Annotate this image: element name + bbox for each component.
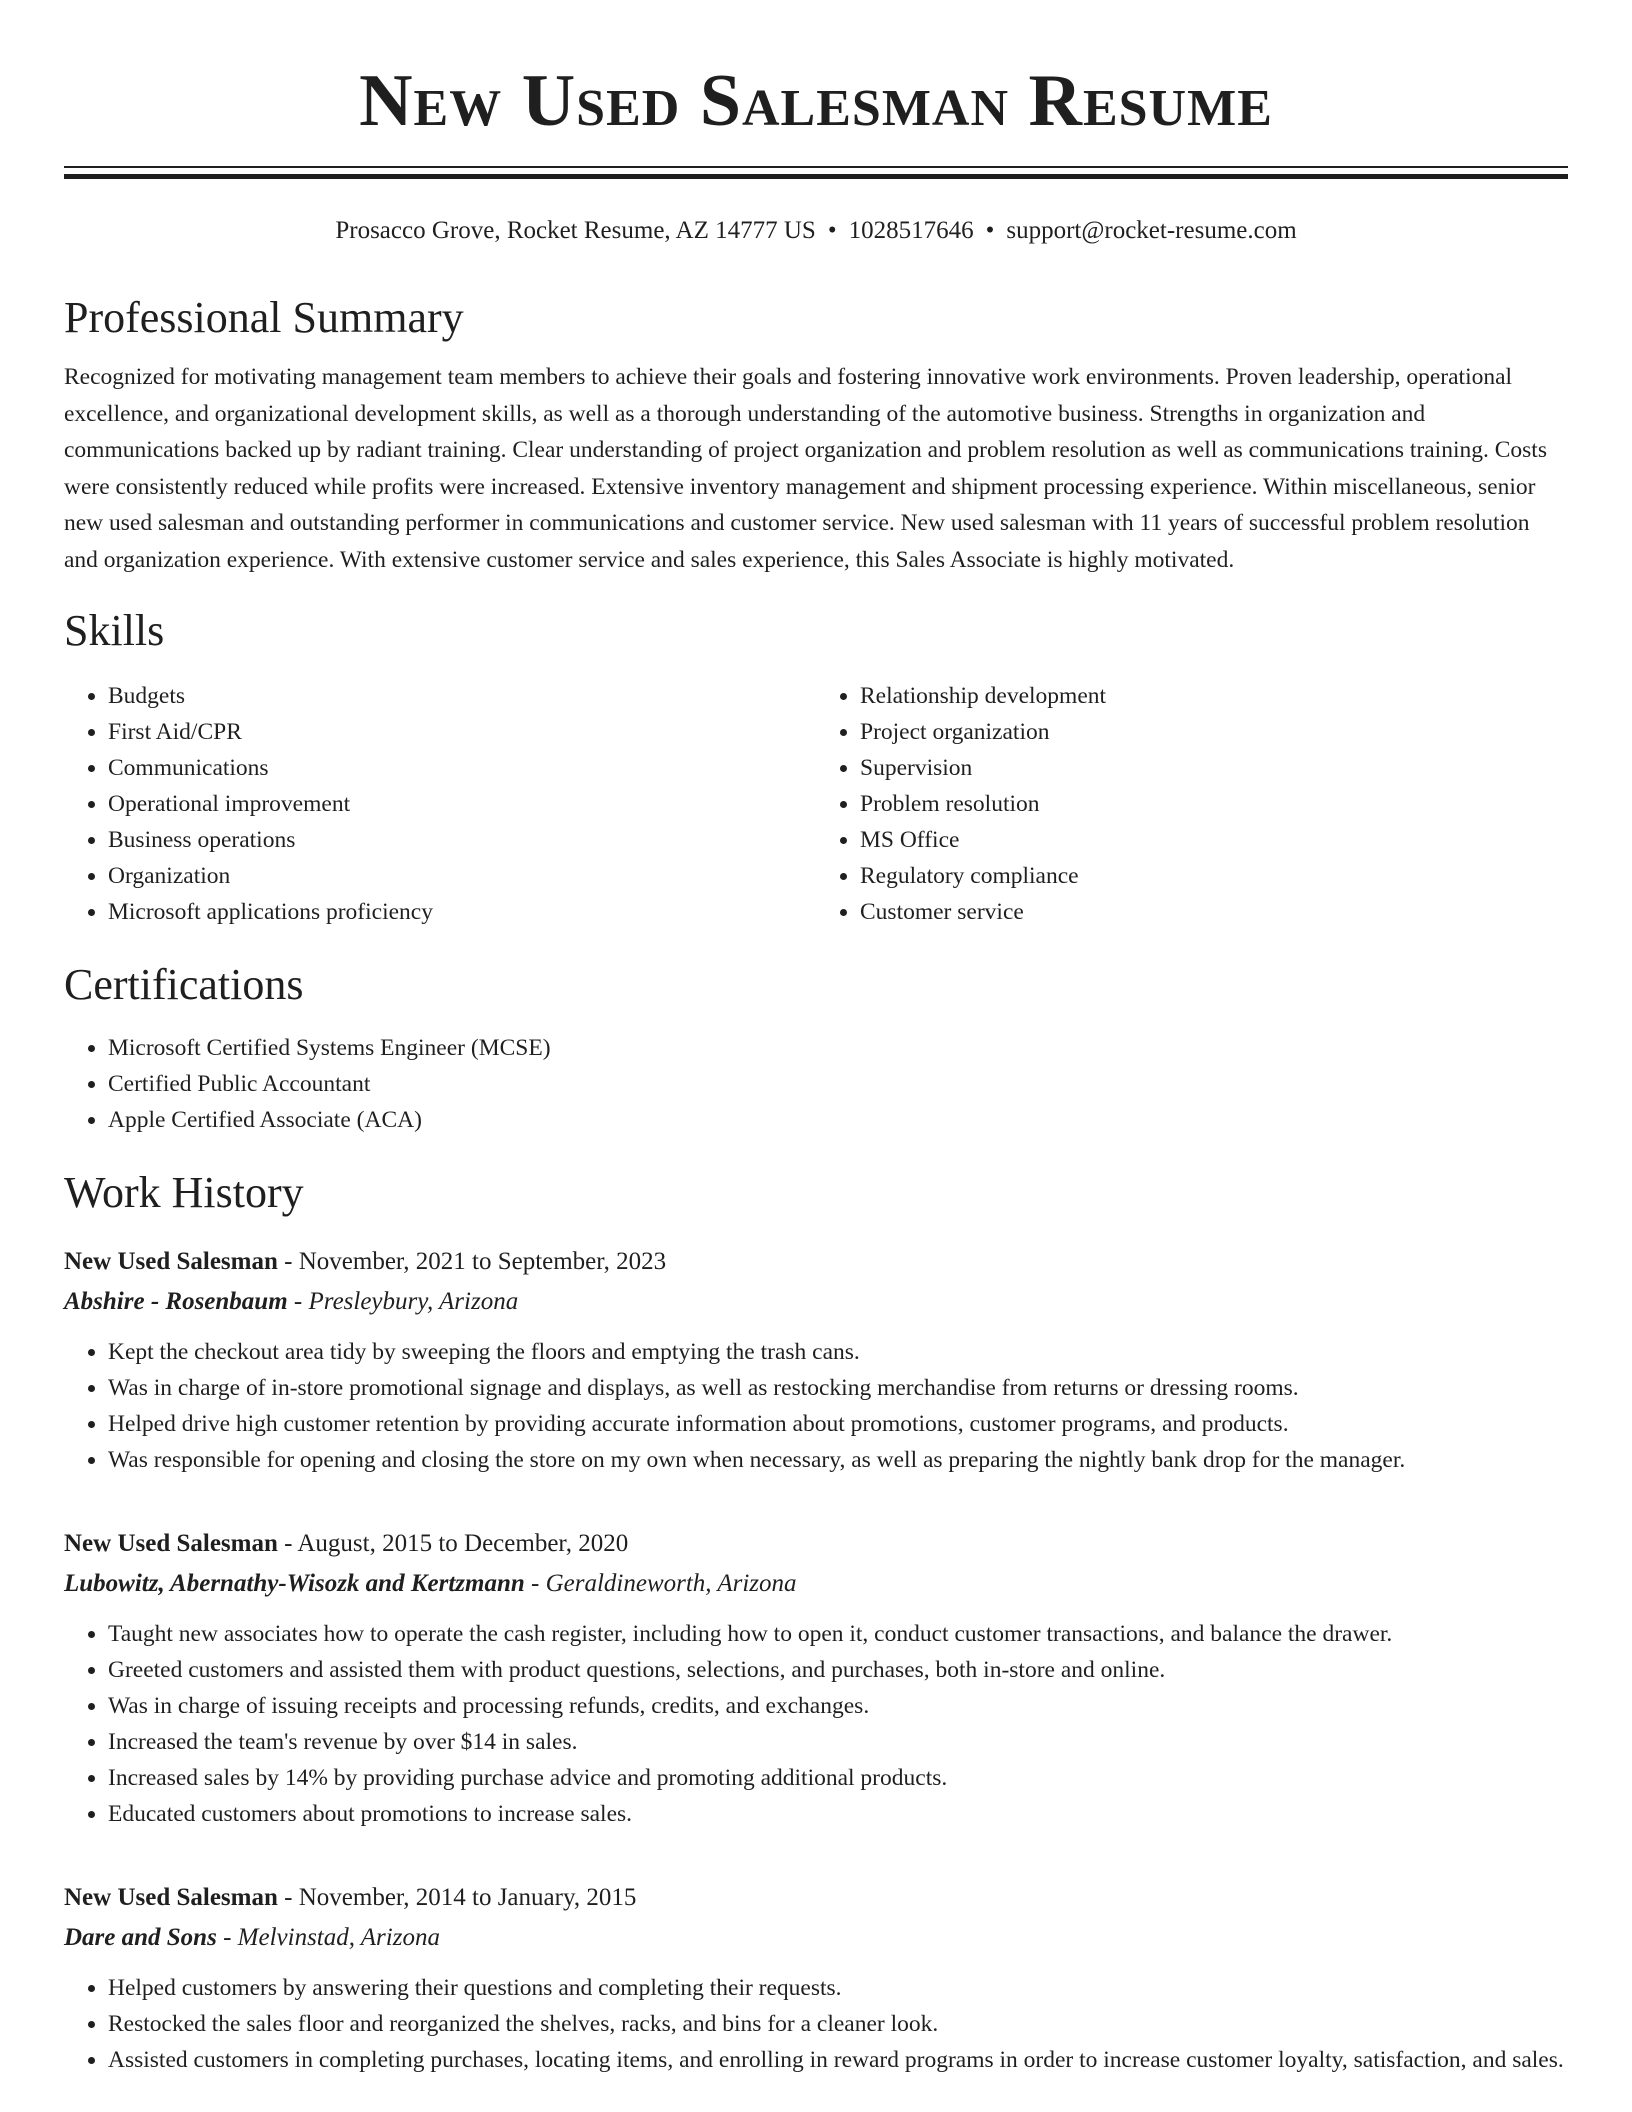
summary-section: [64, 291, 1568, 578]
job-duty: • Helped drive high customer retention by providing accurate information about promotions, customer programs, and products.: [108, 1406, 1568, 1442]
job-dates: - August, 2015 to December, 2020: [277, 1530, 629, 1557]
title-divider-thick: [64, 174, 1568, 179]
skill-item: • Customer service: [860, 894, 1568, 930]
contact-phone: 1028517646: [848, 217, 974, 244]
job-company: Abshire - Rosenbaum: [64, 1288, 288, 1315]
job-title: New Used Salesman: [64, 1248, 278, 1275]
job-location: - Melvinstad, Arizona: [216, 1924, 440, 1951]
job-duty: • Increased sales by 14% by providing purchase advice and promoting additional products.: [108, 1760, 1568, 1796]
job-location: - Presleybury, Arizona: [287, 1288, 519, 1315]
job-duty: • Taught new associates how to operate the cash register, including how to open it, conduct customer transactions, and balance the drawer.: [108, 1616, 1568, 1652]
certification-item: • Apple Certified Associate (ACA): [108, 1102, 1568, 1138]
skill-item: • First Aid/CPR: [108, 714, 816, 750]
skill-item: • Operational improvement: [108, 786, 816, 822]
job-duty: • Greeted customers and assisted them with product questions, selections, and purchases, both in-store and online.: [108, 1652, 1568, 1688]
job-entry: [64, 1524, 1568, 1832]
job-company: Lubowitz, Abernathy-Wisozk and Kertzmann: [64, 1570, 525, 1597]
job-duty: • Increased the team's revenue by over $14 in sales.: [108, 1724, 1568, 1760]
skills-heading: Skills: [64, 606, 165, 655]
job-employer: [64, 1918, 1568, 1958]
contact-line: [64, 215, 1568, 247]
job-duties-list: [64, 1970, 1568, 2078]
job-duty: • Kept the checkout area tidy by sweeping the floors and emptying the trash cans.: [108, 1334, 1568, 1370]
title-divider-thin: [64, 166, 1568, 168]
job-duty: • Was in charge of in-store promotional signage and displays, as well as restocking merchandise from returns or dressing rooms.: [108, 1370, 1568, 1406]
skills-list-left: [64, 678, 816, 930]
skill-item: • Microsoft applications proficiency: [108, 894, 816, 930]
job-header: [64, 1878, 1568, 1918]
job-duty: • Assisted customers in completing purchases, locating items, and enrolling in reward programs in order to increase customer loyalty, satisfaction, and sales.: [108, 2042, 1568, 2078]
job-duty: • Educated customers about promotions to increase sales.: [108, 1796, 1568, 1832]
skill-item: • Relationship development: [860, 678, 1568, 714]
skill-item: • MS Office: [860, 822, 1568, 858]
job-employer: [64, 1564, 1568, 1604]
skill-item: • Communications: [108, 750, 816, 786]
skill-item: • Problem resolution: [860, 786, 1568, 822]
job-header: [64, 1242, 1568, 1282]
contact-separator: •: [985, 217, 995, 244]
work-history-section: [64, 1166, 1568, 2078]
job-dates: - November, 2014 to January, 2015: [277, 1884, 637, 1911]
resume-title: New Used Salesman Resume: [359, 60, 1273, 142]
contact-separator: •: [827, 217, 837, 244]
job-entry: [64, 1878, 1568, 2078]
skill-item: • Budgets: [108, 678, 816, 714]
job-title: New Used Salesman: [64, 1884, 278, 1911]
job-header: [64, 1524, 1568, 1564]
certifications-section: [64, 958, 1568, 1138]
skills-grid: [64, 678, 1568, 930]
skills-section: [64, 604, 1568, 930]
work-history-heading: Work History: [64, 1168, 304, 1217]
summary-heading: Professional Summary: [64, 293, 464, 342]
certification-item: • Microsoft Certified Systems Engineer (MCSE): [108, 1030, 1568, 1066]
job-location: - Geraldineworth, Arizona: [524, 1570, 797, 1597]
summary-text: Recognized for motivating management team members to achieve their goals and fostering innovative work environments. Proven leadership, operational excellence, and organizational development skills, as well as a thorough understanding of the automotive business. Strengths in organization and communications backed up by radiant training. Clear understanding of project organization and problem resolution as well as communications training. Costs were consistently reduced while profits were increased. Extensive inventory management and shipment processing experience. Within miscellaneous, senior new used salesman and outstanding performer in communications and customer service. New used salesman with 11 years of successful problem resolution and organization experience. With extensive customer service and sales experience, this Sales Associate is highly motivated.: [64, 364, 1547, 573]
certifications-heading: Certifications: [64, 960, 304, 1009]
contact-email: support@rocket-resume.com: [1006, 217, 1297, 244]
skill-item: • Project organization: [860, 714, 1568, 750]
job-duty: • Restocked the sales floor and reorganized the shelves, racks, and bins for a cleaner look.: [108, 2006, 1568, 2042]
skill-item: • Business operations: [108, 822, 816, 858]
skill-item: • Regulatory compliance: [860, 858, 1568, 894]
skill-item: • Organization: [108, 858, 816, 894]
job-title: New Used Salesman: [64, 1530, 278, 1557]
job-duties-list: [64, 1334, 1568, 1478]
job-employer: [64, 1282, 1568, 1322]
job-entry: [64, 1242, 1568, 1478]
job-duty: • Was responsible for opening and closing the store on my own when necessary, as well as preparing the nightly bank drop for the manager.: [108, 1442, 1568, 1478]
job-company: Dare and Sons: [64, 1924, 217, 1951]
job-duties-list: [64, 1616, 1568, 1832]
job-duty: • Was in charge of issuing receipts and processing refunds, credits, and exchanges.: [108, 1688, 1568, 1724]
certification-item: • Certified Public Accountant: [108, 1066, 1568, 1102]
contact-address: Prosacco Grove, Rocket Resume, AZ 14777 US: [335, 217, 816, 244]
skills-list-right: [816, 678, 1568, 930]
job-dates: - November, 2021 to September, 2023: [277, 1248, 667, 1275]
job-duty: • Helped customers by answering their questions and completing their requests.: [108, 1970, 1568, 2006]
skill-item: • Supervision: [860, 750, 1568, 786]
certifications-list: [64, 1030, 1568, 1138]
